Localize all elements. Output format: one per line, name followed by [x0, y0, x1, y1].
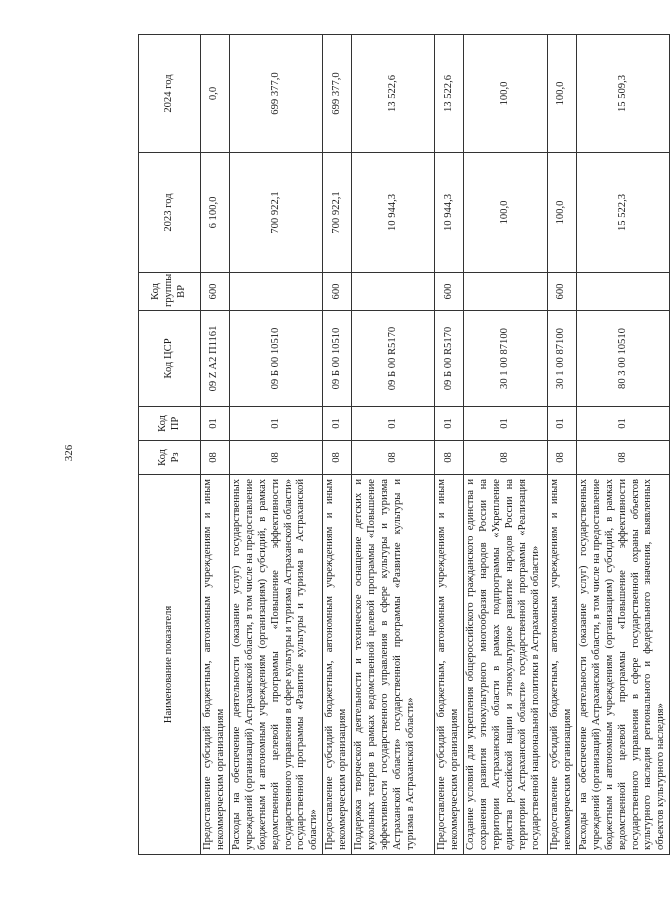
cell-2024: 100,0: [547, 35, 576, 153]
cell-pr: 01: [323, 407, 352, 441]
cell-vr: 600: [201, 273, 230, 311]
cell-name: Предоставление субсидий бюджетным, автономным учреждениям и иным некоммерческим организациям: [201, 475, 230, 855]
cell-name: Расходы на обеспечение деятельности (оказание услуг) государственных учреждений (организаций) Астраханской области, в том числе на предоставление бюджетным и автономным учреждениям (организациям) субсидий, в рамках ведомственной целевой программы «Повышение эффективности государственного управления в сфере государственной охраны объектов культурного наследия регионального и федерального значения, выявленных объектов культурного наследия»: [576, 475, 669, 855]
cell-rz: 08: [352, 441, 435, 475]
cell-2023: 10 944,3: [352, 153, 435, 273]
cell-name: Поддержка творческой деятельности и техническое оснащение детских и кукольных театров в рамках ведомственной целевой программы «Повышение эффективности государственного управления в сфере культуры и туризма Астраханской области» государственной программы «Развитие культуры и туризма в Астраханской области»: [352, 475, 435, 855]
cell-name: Предоставление субсидий бюджетным, автономным учреждениям и иным некоммерческим организациям: [323, 475, 352, 855]
cell-2023: 6 100,0: [201, 153, 230, 273]
cell-csr: 30 1 00 87100: [463, 311, 547, 407]
cell-rz: 08: [201, 441, 230, 475]
header-rz: Код Рз: [139, 441, 201, 475]
cell-rz: 08: [547, 441, 576, 475]
cell-csr: 30 1 00 87100: [547, 311, 576, 407]
table-row: [352, 35, 435, 855]
cell-2024: 699 377,0: [323, 35, 352, 153]
rotated-table-container: [138, 35, 667, 855]
table-row: [323, 35, 352, 855]
cell-pr: 01: [463, 407, 547, 441]
cell-vr: 600: [435, 273, 464, 311]
cell-2024: 15 509,3: [576, 35, 669, 153]
cell-vr: [576, 273, 669, 311]
cell-name: Расходы на обеспечение деятельности (оказание услуг) государственных учреждений (организаций) Астраханской области, в том числе на предоставление бюджетным и автономным учреждениям (организациям) субсидий, в рамках ведомственной целевой программы «Повышение эффективности государственного управления в сфере культуры и туризма Астраханской области» государственной программы «Развитие культуры и туризма в Астраханской области»: [229, 475, 322, 855]
budget-table: [138, 34, 670, 855]
header-pr: Код ПР: [139, 407, 201, 441]
header-vr: Код группы ВР: [139, 273, 201, 311]
cell-csr: 80 3 00 10510: [576, 311, 669, 407]
cell-2023: 100,0: [463, 153, 547, 273]
cell-rz: 08: [435, 441, 464, 475]
cell-pr: 01: [229, 407, 322, 441]
cell-vr: 600: [323, 273, 352, 311]
cell-name: Создание условий для укрепления общероссийского гражданского единства и сохранения развития этнокультурного многообразия народов России на территории Астраханской области в рамках подпрограммы «Укрепление единства российской нации и этнокультурное развитие народов России на территории Астраханской области» государственной программы «Реализация государственной национальной политики в Астраханской области»: [463, 475, 547, 855]
cell-csr: 09 Б 00 R5170: [352, 311, 435, 407]
table-row: [435, 35, 464, 855]
header-name: Наименование показателя: [139, 475, 201, 855]
cell-pr: 01: [576, 407, 669, 441]
cell-vr: 600: [547, 273, 576, 311]
cell-pr: 01: [547, 407, 576, 441]
cell-rz: 08: [323, 441, 352, 475]
cell-csr: 09 Б 00 R5170: [435, 311, 464, 407]
cell-2024: 13 522,6: [352, 35, 435, 153]
header-csr: Код ЦСР: [139, 311, 201, 407]
cell-pr: 01: [435, 407, 464, 441]
cell-2024: 100,0: [463, 35, 547, 153]
cell-name: Предоставление субсидий бюджетным, автономным учреждениям и иным некоммерческим организациям: [547, 475, 576, 855]
cell-2023: 10 944,3: [435, 153, 464, 273]
table-row: [463, 35, 547, 855]
table-row: [229, 35, 322, 855]
table-row: [576, 35, 669, 855]
cell-rz: 08: [463, 441, 547, 475]
cell-vr: [463, 273, 547, 311]
cell-csr: 09 Б 00 10510: [323, 311, 352, 407]
header-2023: 2023 год: [139, 153, 201, 273]
cell-csr: 09 Z A2 П1161: [201, 311, 230, 407]
page-number: 326: [63, 444, 75, 462]
cell-pr: 01: [352, 407, 435, 441]
cell-2024: 13 522,6: [435, 35, 464, 153]
cell-name: Предоставление субсидий бюджетным, автономным учреждениям и иным некоммерческим организациям: [435, 475, 464, 855]
cell-2023: 700 922,1: [229, 153, 322, 273]
cell-2023: 700 922,1: [323, 153, 352, 273]
cell-2024: 0,0: [201, 35, 230, 153]
cell-csr: 09 Б 00 10510: [229, 311, 322, 407]
header-2024: 2024 год: [139, 35, 201, 153]
table-row: [201, 35, 230, 855]
cell-2023: 100,0: [547, 153, 576, 273]
table-header-row: [139, 35, 201, 855]
cell-rz: 08: [576, 441, 669, 475]
cell-vr: [229, 273, 322, 311]
cell-vr: [352, 273, 435, 311]
cell-2024: 699 377,0: [229, 35, 322, 153]
cell-rz: 08: [229, 441, 322, 475]
cell-pr: 01: [201, 407, 230, 441]
table-row: [547, 35, 576, 855]
cell-2023: 15 522,3: [576, 153, 669, 273]
